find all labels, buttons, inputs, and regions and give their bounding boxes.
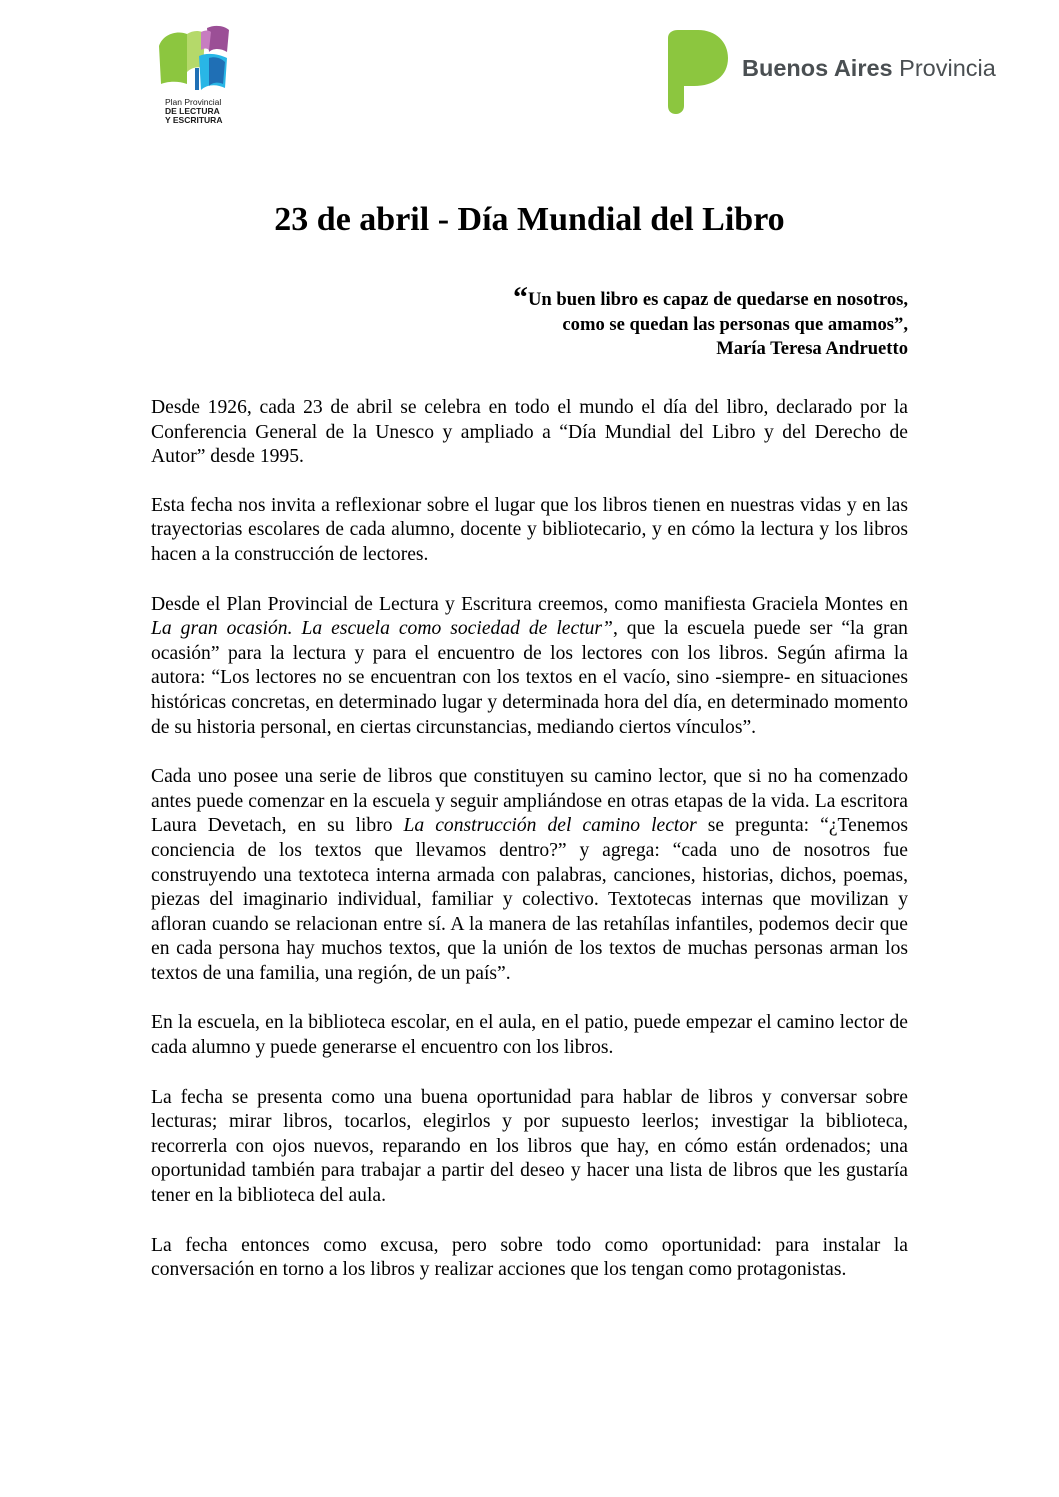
paragraph-3	[151, 593, 908, 741]
paragraph-3-part-a: Desde el Plan Provincial de Lectura y Escritura creemos, como manifiesta Graciela Montes en	[151, 593, 908, 615]
epigraph-quote	[512, 281, 908, 362]
paragraph-7: La fecha entonces como excusa, pero sobre todo como oportunidad: para instalar la conversación en torno a los libros y realizar acciones que los tengan como protagonistas.	[151, 1234, 908, 1281]
quote-line1-text: Un buen libro es capaz de quedarse en nosotros,	[527, 289, 908, 310]
plan-lectura-logo-icon	[157, 24, 237, 96]
quote-line2: como se quedan las personas que amamos”,	[562, 313, 908, 335]
brand-name	[742, 55, 996, 82]
plan-lectura-logo	[155, 24, 255, 125]
book-title-la-gran-ocasion: La gran ocasión. La escuela como sociedad de lectur”	[151, 618, 613, 640]
logo-caption-line1: Plan Provincial	[165, 97, 222, 107]
quote-open-mark: “	[512, 281, 528, 314]
quote-author: María Teresa Andruetto	[716, 338, 908, 359]
paragraph-5: En la escuela, en la biblioteca escolar, en el aula, en el patio, puede empezar el camino lector de cada alumno y puede generarse el encuentro con los libros.	[151, 1012, 908, 1059]
logo-caption-line2: DE LECTURA	[165, 106, 220, 116]
paragraph-4-part-b: se pregunta: “¿Tenemos conciencia de los textos que llevamos dentro?” y agrega: “cada uno de nosotros fue construyendo una textoteca interna armada con palabras, canciones, historias, dichos, poemas, piezas del imaginario individual, familiar y colectivo. Textotecas internas que movilizan y afloran cuando se relacionan entre sí. A la manera de las retahílas infantiles, podemos decir que en cada persona hay muchos textos, que la unión de los textos de muchas personas arman los textos de una familia, una región, de un país”.	[151, 815, 908, 984]
paragraph-1: Desde 1926, cada 23 de abril se celebra en todo el mundo el día del libro, declarado por la Conferencia General de la Unesco y ampliado a “Día Mundial del Libro y del Derecho de Autor” desde 1995.	[151, 397, 908, 468]
logo-caption-line3: Y ESCRITURA	[165, 115, 223, 125]
brand-name-light: Provincia	[892, 55, 996, 81]
paragraph-2: Esta fecha nos invita a reflexionar sobre el lugar que los libros tienen en nuestras vidas y en las trayectorias escolares de cada alumno, docente y bibliotecario, y en cómo la lectura y los libros hacen a la construcción de lectores.	[151, 494, 908, 565]
quote-line1	[512, 281, 908, 314]
paragraph-6: La fecha se presenta como una buena oportunidad para hablar de libros y conversar sobre lecturas; mirar libros, tocarlos, elegirlos y por supuesto leerlos; investigar la biblioteca, recorrerla con ojos nuevos, reparando en los libros que hay, en cómo están ordenados; una oportunidad también para trabajar a partir del deseo y hacer una lista de libros que les gustaría tener en la biblioteca del aula.	[151, 1086, 908, 1207]
paragraph-4	[151, 765, 908, 986]
paragraph-3-part-b: , que la escuela puede ser “la gran ocasión” para la lectura y para el encuentro de los lectores con los libros. Según afirma la autora: “Los lectores no se encuentran con los textos en el vacío, sino -siempre- en situaciones históricas concretas, en determinado lugar y determinada hora del día, en determinado momento de su historia personal, en ciertas circunstancias, mediando ciertos vínculos”.	[151, 618, 908, 738]
paragraph-4-part-a: Cada uno posee una serie de libros que constituyen su camino lector, que si no ha comenzado antes puede comenzar en la escuela y seguir ampliándose en otras etapas de la vida. La escritora Laura Devetach, en su libro	[151, 766, 908, 837]
buenos-aires-p-icon	[664, 30, 730, 114]
buenos-aires-provincia-logo	[664, 30, 1004, 114]
book-title-camino-lector: La construcción del camino lector	[403, 815, 697, 837]
page-title: 23 de abril - Día Mundial del Libro	[274, 201, 785, 238]
document-body	[151, 396, 908, 1308]
brand-name-bold: Buenos Aires	[742, 55, 893, 81]
